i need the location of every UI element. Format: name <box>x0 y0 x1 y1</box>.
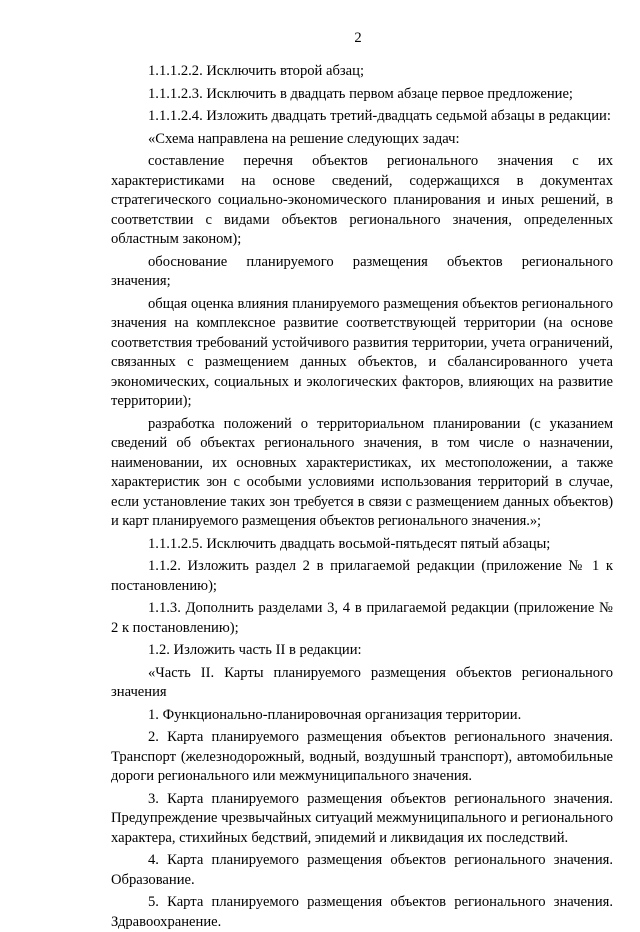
paragraph-task-impact-assessment: общая оценка влияния планируемого размещения объектов регионального значения на комплексное развитие соответствующей территории (на основе соответствия требований устойчивого развития территории, учета ограничений, связанных с размещением данных объектов, и сбалансированного учета экономических, социальных и экологических факторов, влияющих на развитие территории); <box>111 295 613 409</box>
paragraph-map-item-2: 2. Карта планируемого размещения объектов регионального значения. Транспорт (железнодорожный, водный, воздушный транспорт), автомобильные дороги регионального или межмуниципального значения. <box>111 729 613 784</box>
paragraph-part-2-title: «Часть II. Карты планируемого размещения объектов регионального значения <box>111 664 613 700</box>
paragraph-1-1-1-2-5: 1.1.1.2.5. Исключить двадцать восьмой-пятьдесят пятый абзацы; <box>148 535 551 552</box>
paragraph-map-item-4: 4. Карта планируемого размещения объектов регионального значения. Образование. <box>111 852 613 888</box>
paragraph-1-2: 1.2. Изложить часть II в редакции: <box>148 642 362 658</box>
paragraph-task-placement-justification: обоснование планируемого размещения объектов регионального значения; <box>111 253 613 289</box>
paragraph-1-1-3: 1.1.3. Дополнить разделами 3, 4 в прилагаемой редакции (приложение № 2 к постановлению); <box>111 600 613 636</box>
page-number: 2 <box>354 30 362 46</box>
paragraph-map-item-5: 5. Карта планируемого размещения объектов регионального значения. Здравоохранение. <box>111 894 613 930</box>
paragraph-1-1-1-2-2: 1.1.1.2.2. Исключить второй абзац; <box>148 63 365 79</box>
paragraph-task-list-compilation: составление перечня объектов регионального значения с их характеристиками на основе сведений, содержащихся в документах стратегического социально-экономического планирования и иных решений, в соответствии с видами объектов регионального значения, определенных областным законом); <box>111 153 613 247</box>
paragraph-map-item-3: 3. Карта планируемого размещения объектов регионального значения. Предупреждение чрезвычайных ситуаций межмуниципального и регионального характера, стихийных бедствий, эпидемий и ликвидация их последствий. <box>111 790 613 846</box>
paragraph-task-planning-provisions: разработка положений о территориальном планировании (с указанием сведений об объектах регионального значения, в том числе о назначении, наименовании, их основных характеристиках, их местоположении, а также характеристик зон с особыми условиями использования территорий в случае, если установление таких зон требуется в связи с размещением данных объектов) и карт планируемого размещения объектов регионального значения.»; <box>111 415 613 529</box>
paragraph-1-1-1-2-3: 1.1.1.2.3. Исключить в двадцать первом абзаце первое предложение; <box>148 85 573 102</box>
paragraph-1-1-2: 1.1.2. Изложить раздел 2 в прилагаемой редакции (приложение № 1 к постановлению); <box>111 558 613 594</box>
paragraph-1-1-1-2-4: 1.1.1.2.4. Изложить двадцать третий-двадцать седьмой абзацы в редакции: <box>148 108 611 124</box>
paragraph-scheme-tasks-intro: «Схема направлена на решение следующих задач: <box>148 130 460 147</box>
paragraph-map-item-1: 1. Функционально-планировочная организация территории. <box>148 706 522 723</box>
